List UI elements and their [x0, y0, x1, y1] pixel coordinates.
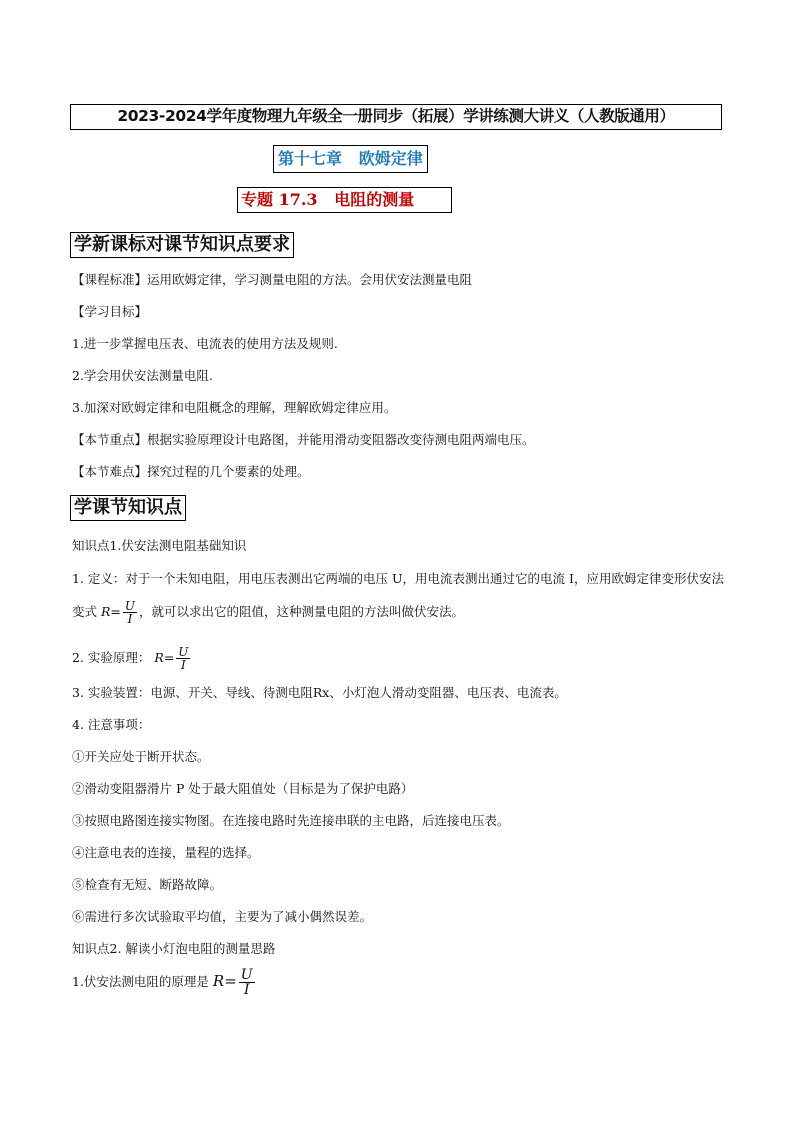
apparatus-line: 3. 实验装置：电源、开关、导线、待测电阻Rx、小灯泡人滑动变阻器、电压表、电流表。: [72, 685, 567, 700]
notes-title: 4. 注意事项：: [72, 717, 151, 732]
formula-lhs: R: [101, 604, 111, 619]
curriculum-standard: 【课程标准】运用欧姆定律，学习测量电阻的方法。会用伏安法测量电阻: [72, 272, 473, 287]
formula-fraction: [123, 600, 137, 625]
kp2-principle-text: 1.伏安法测电阻的原理是: [72, 974, 209, 989]
difficult-point: 【本节难点】探究过程的几个要素的处理。: [72, 464, 310, 479]
main-title: 2023-2024学年度物理九年级全一册同步（拓展）学讲练测大讲义（人教版通用）: [70, 104, 722, 130]
knowledge-point-1-title: 知识点1.伏安法测电阻基础知识: [72, 538, 247, 553]
key-point: 【本节重点】根据实验原理设计电路图，并能用滑动变阻器改变待测电阻两端电压。: [72, 432, 535, 447]
section2-heading: 学课节知识点: [70, 495, 186, 521]
note-1: ①开关应处于断开状态。: [72, 749, 210, 764]
principle-label: 2. 实验原理：: [72, 650, 151, 665]
note-3: ③按照电路图连接实物图。在连接电路时先连接串联的主电路，后连接电压表。: [72, 813, 510, 828]
formula-denominator: I: [127, 612, 133, 626]
formula-numerator: U: [124, 599, 136, 613]
learning-goals-label: 【学习目标】: [72, 304, 148, 319]
section1-heading: 学新课标对课节知识点要求: [70, 232, 294, 258]
note-5: ⑤检查有无短、断路故障。: [72, 877, 223, 892]
definition-paragraph: [72, 562, 724, 628]
note-6: ⑥需进行多次试验取平均值，主要为了减小偶然误差。: [72, 909, 373, 924]
kp2-formula-denominator: I: [243, 982, 250, 998]
formula-eq: =: [110, 604, 121, 619]
principle-line: [72, 645, 192, 671]
kp2-formula-eq: =: [224, 972, 237, 990]
kp2-formula-lhs: R: [212, 972, 225, 990]
note-4: ④注意电表的连接，量程的选择。: [72, 845, 260, 860]
goal-1: 1.进一步掌握电压表、电流表的使用方法及规则.: [72, 336, 338, 351]
principle-formula-denominator: I: [180, 658, 186, 672]
kp2-formula-numerator: U: [240, 967, 253, 983]
note-2: ②滑动变阻器滑片 P 处于最大阻值处（目标是为了保护电路）: [72, 781, 414, 796]
topic-title: 专题 17.3 电阻的测量: [237, 187, 452, 213]
kp2-principle-line: [72, 966, 257, 997]
knowledge-point-2-title: 知识点2. 解读小灯泡电阻的测量思路: [72, 941, 276, 956]
definition-text-2: ，就可以求出它的阻值，这种测量电阻的方法叫做伏安法。: [139, 604, 465, 619]
principle-formula-numerator: U: [178, 645, 189, 659]
principle-formula-fraction: [176, 646, 190, 671]
definition-text-1: 1. 定义：对于一个未知电阻，用电压表测出它两端的电压 U，用电流表测出通过它的电流 I，应用欧姆定律变形伏安法变式: [72, 571, 724, 619]
principle-formula-lhs: R: [154, 650, 164, 665]
chapter-title: 第十七章 欧姆定律: [273, 145, 428, 173]
goal-2: 2.学会用伏安法测量电阻.: [72, 368, 213, 383]
goal-3: 3.加深对欧姆定律和电阻概念的理解，理解欧姆定律应用。: [72, 400, 397, 415]
kp2-formula-fraction: [239, 968, 255, 997]
principle-formula-eq: =: [163, 650, 175, 665]
